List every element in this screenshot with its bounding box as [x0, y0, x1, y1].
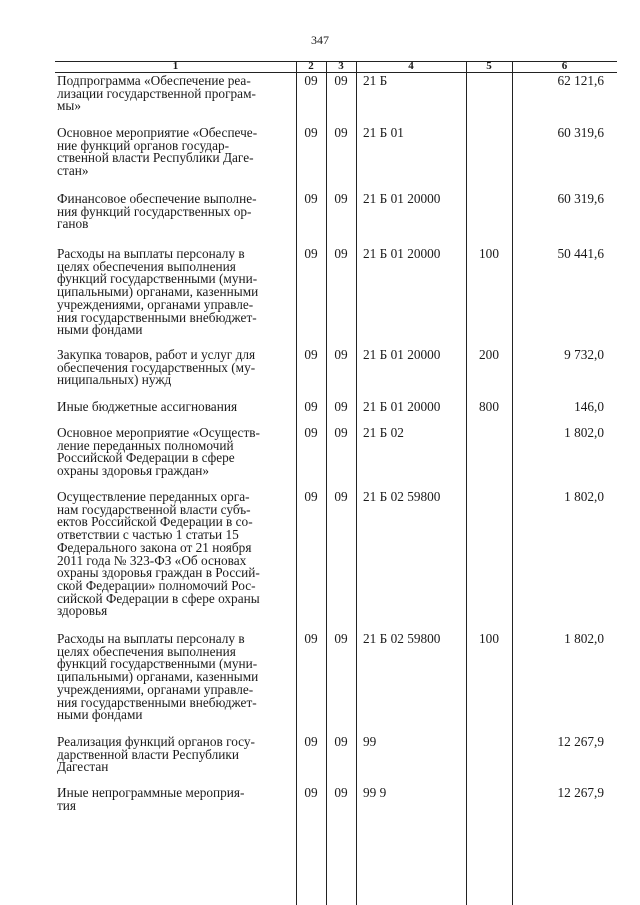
- row-subsection-code: 09: [334, 631, 348, 646]
- column-divider: [356, 61, 357, 905]
- row-section-code: 09: [304, 785, 318, 800]
- row-amount: 62 121,6: [557, 73, 604, 88]
- row-target-article: 21 Б 02 59800: [363, 631, 441, 646]
- row-subsection-code: 09: [334, 246, 348, 261]
- row-section-code: 09: [304, 631, 318, 646]
- row-amount: 1 802,0: [564, 489, 604, 504]
- row-expense-type: 800: [479, 399, 499, 414]
- row-target-article: 21 Б: [363, 73, 388, 88]
- row-subsection-code: 09: [334, 125, 348, 140]
- row-name: Финансовое обеспечение выполне- ния функций государственных ор- ганов: [57, 191, 257, 232]
- row-subsection-code: 09: [334, 399, 348, 414]
- row-name: Осуществление переданных орга- нам государственной власти субъ- ектов Российской Федерации в со- ответствии с частью 1 статьи 15 Федерального закона от 21 ноября 2011 года № 323-ФЗ «Об основах охраны здоровья граждан в Россий- ской Федерации» полномочий Рос- сийской Федерации в сфере охраны здоровья: [57, 489, 260, 619]
- row-subsection-code: 09: [334, 347, 348, 362]
- row-section-code: 09: [304, 399, 318, 414]
- row-amount: 9 732,0: [564, 347, 604, 362]
- row-name: Иные бюджетные ассигнования: [57, 399, 238, 414]
- row-amount: 60 319,6: [557, 125, 604, 140]
- row-subsection-code: 09: [334, 734, 348, 749]
- row-section-code: 09: [304, 425, 318, 440]
- row-name: Иные непрограммные мероприя- тия: [57, 785, 245, 813]
- row-amount: 50 441,6: [557, 246, 604, 261]
- row-section-code: 09: [304, 125, 318, 140]
- row-name: Расходы на выплаты персоналу в целях обеспечения выполнения функций государственными (муни- ципальными) органами, казенными учреждениями, органами управле- ния государственными внебюджет- ными фондами: [57, 631, 259, 723]
- row-section-code: 09: [304, 347, 318, 362]
- row-name: Основное мероприятие «Обеспече- ние функций органов государ- ственной власти Республики Даге- стан»: [57, 125, 258, 179]
- row-amount: 12 267,9: [557, 734, 604, 749]
- row-target-article: 21 Б 01 20000: [363, 246, 441, 261]
- row-section-code: 09: [304, 246, 318, 261]
- row-name: Закупка товаров, работ и услуг для обеспечения государственных (му- ниципальных) нужд: [57, 347, 256, 388]
- row-amount: 1 802,0: [564, 425, 604, 440]
- row-section-code: 09: [304, 73, 318, 88]
- row-amount: 146,0: [574, 399, 604, 414]
- row-amount: 12 267,9: [557, 785, 604, 800]
- row-expense-type: 100: [479, 246, 499, 261]
- row-amount: 1 802,0: [564, 631, 604, 646]
- row-section-code: 09: [304, 191, 318, 206]
- column-header-3: 3: [338, 60, 344, 72]
- column-divider: [326, 61, 327, 905]
- page-number: 347: [311, 33, 329, 47]
- column-header-6: 6: [561, 60, 568, 72]
- budget-table: [55, 61, 617, 905]
- row-target-article: 99 9: [363, 785, 387, 800]
- row-amount: 60 319,6: [557, 191, 604, 206]
- row-target-article: 21 Б 01 20000: [363, 347, 441, 362]
- row-section-code: 09: [304, 734, 318, 749]
- row-subsection-code: 09: [334, 489, 348, 504]
- row-target-article: 99: [363, 734, 377, 749]
- row-target-article: 21 Б 01 20000: [363, 191, 441, 206]
- column-divider: [466, 61, 467, 905]
- column-divider: [296, 61, 297, 905]
- row-expense-type: 200: [479, 347, 499, 362]
- row-subsection-code: 09: [334, 425, 348, 440]
- row-section-code: 09: [304, 489, 318, 504]
- row-name: Основное мероприятие «Осуществ- ление переданных полномочий Российской Федерации в сфере охраны здоровья граждан»: [57, 425, 260, 479]
- row-target-article: 21 Б 01 20000: [363, 399, 441, 414]
- column-header-1: 1: [172, 60, 179, 72]
- row-name: Подпрограмма «Обеспечение реа- лизации государственной програм- мы»: [57, 73, 256, 114]
- column-header-4: 4: [408, 60, 414, 72]
- row-subsection-code: 09: [334, 785, 348, 800]
- row-target-article: 21 Б 02: [363, 425, 404, 440]
- column-divider: [512, 61, 513, 905]
- row-name: Расходы на выплаты персоналу в целях обеспечения выполнения функций государственными (муни- ципальными) органами, казенными учреждениями, органами управле- ния государственными внебюджет- ными фондами: [57, 246, 259, 338]
- column-header-2: 2: [308, 60, 314, 72]
- row-target-article: 21 Б 02 59800: [363, 489, 441, 504]
- column-header-5: 5: [486, 60, 492, 72]
- row-subsection-code: 09: [334, 73, 348, 88]
- row-subsection-code: 09: [334, 191, 348, 206]
- row-name: Реализация функций органов госу- дарственной власти Республики Дагестан: [57, 734, 255, 775]
- row-target-article: 21 Б 01: [363, 125, 404, 140]
- row-expense-type: 100: [479, 631, 499, 646]
